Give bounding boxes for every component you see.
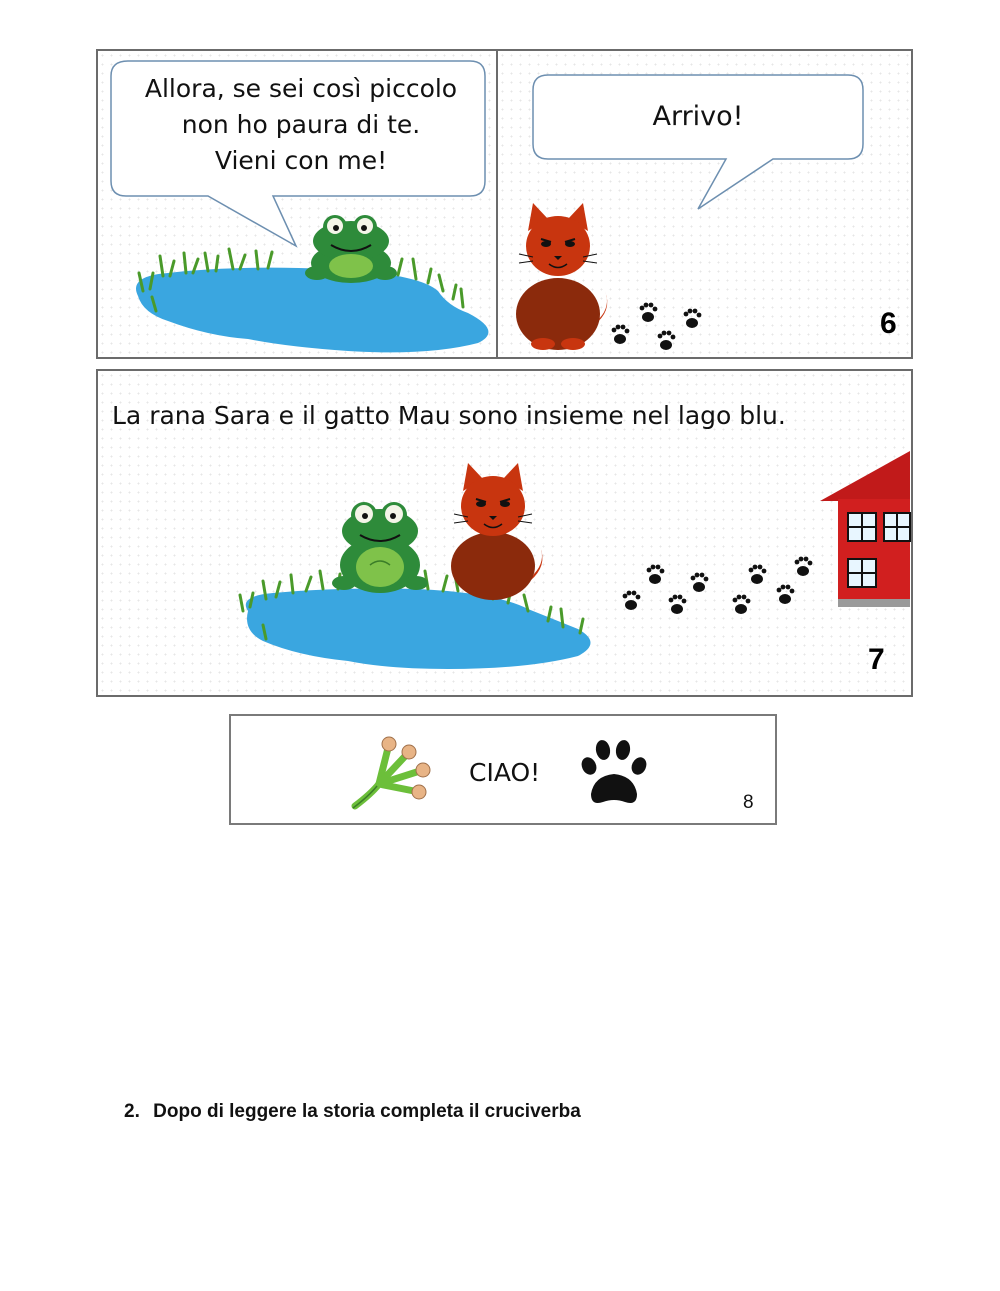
cat-icon <box>513 201 613 353</box>
panel-number-7: 7 <box>868 643 885 676</box>
paw-prints-trail-icon <box>613 551 818 621</box>
comic-panel-6-right <box>496 49 913 359</box>
exercise-instruction <box>124 1101 581 1123</box>
paw-prints-icon <box>608 299 718 357</box>
exercise-text: Dopo di leggere la storia completa il cruciverba <box>153 1101 581 1122</box>
frog-speech-line-2: non ho paura di te. <box>181 110 421 139</box>
comic-panel-8 <box>229 714 777 825</box>
panel-8-text: CIAO! <box>469 758 541 787</box>
panel-number-8: 8 <box>743 792 754 813</box>
house-icon <box>818 451 913 611</box>
panel-7-caption: La rana Sara e il gatto Mau sono insieme nel lago blu. <box>112 401 786 430</box>
comic-panel-7 <box>96 369 913 697</box>
frog-speech-line-3: Vieni con me! <box>214 146 388 175</box>
frog-speech-line-1: Allora, se sei così piccolo <box>144 74 458 103</box>
frog-foot-icon <box>349 734 439 809</box>
comic-panel-6-left <box>96 49 498 359</box>
pond-illustration <box>98 51 498 359</box>
cat-icon-7 <box>448 461 548 601</box>
frog-icon <box>303 211 398 283</box>
paw-print-icon <box>579 736 649 808</box>
frog-icon-7 <box>330 499 430 595</box>
cat-speech-text: Arrivo! <box>652 101 744 132</box>
exercise-number: 2. <box>124 1101 140 1122</box>
panel-number-6: 6 <box>880 307 897 340</box>
